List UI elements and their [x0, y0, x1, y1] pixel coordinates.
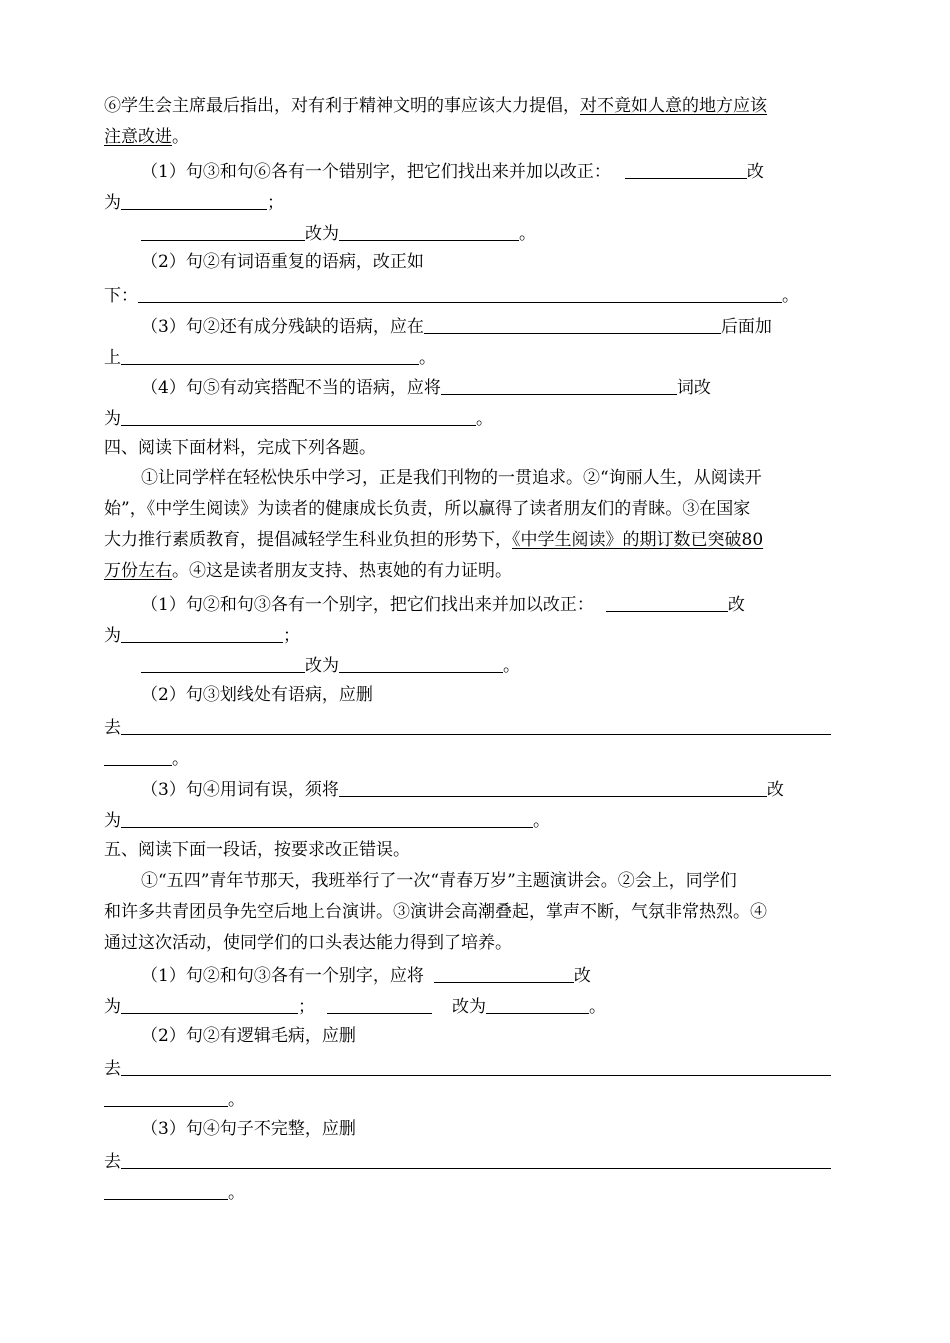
- s5-passage-line-3: 通过这次活动，使同学们的口头表达能力得到了培养。: [104, 933, 512, 953]
- s5-q3-line-3: 。: [104, 1179, 245, 1203]
- s5-passage-line-1: ①“五四”青年节那天，我班举行了一次“青春万岁”主题演讲会。②会上，同学们: [141, 871, 737, 891]
- s4-q1-prompt: （1）句②和句③各有一个别字，把它们找出来并加以改正： 改: [141, 591, 745, 615]
- s3-q4-line-2: 为 。: [104, 405, 493, 429]
- s3-q1-blank-3[interactable]: [141, 220, 305, 241]
- s5-q1-prompt: （1）句②和句③各有一个别字，应将 改: [141, 962, 591, 986]
- s5-q1-line-2: 为 ； 改为 。: [104, 993, 606, 1017]
- s3-q2-line-2: 下： 。: [104, 282, 799, 306]
- s3-q3-line-2: 上 。: [104, 344, 436, 368]
- s5-heading: 五、阅读下面一段话，按要求改正错误。: [104, 840, 410, 860]
- s5-q1-blank-4[interactable]: [486, 993, 589, 1014]
- s3-q1-line-3: 改为 。: [141, 220, 536, 244]
- s3-sentence-6-underlined-cont: 注意改进: [104, 127, 172, 147]
- s3-q1-blank-4[interactable]: [339, 220, 519, 241]
- s5-q3-prompt: （3）句④句子不完整，应删: [141, 1119, 356, 1139]
- s4-q3-blank-2[interactable]: [121, 807, 533, 828]
- s4-q1-line-3: 改为 。: [141, 652, 520, 676]
- s4-q1-blank-2[interactable]: [121, 622, 283, 643]
- s4-q3-prompt: （3）句④用词有误，须将 改: [141, 776, 784, 800]
- s5-q2-line-3: 。: [104, 1086, 245, 1110]
- s3-q4-prompt: （4）句⑤有动宾搭配不当的语病，应将 词改: [141, 374, 711, 398]
- s4-q1-blank-1[interactable]: [606, 591, 728, 612]
- s4-q2-line-2: 去: [104, 714, 831, 738]
- s4-heading: 四、阅读下面材料，完成下列各题。: [104, 438, 376, 458]
- s4-passage-line-4: 万份左右。④这是读者朋友支持、热衷她的有力证明。: [104, 561, 512, 581]
- s5-q3-line-2: 去: [104, 1148, 831, 1172]
- s4-q2-line-3: 。: [104, 745, 189, 769]
- s4-passage-line-1: ①让同学样在轻松快乐中学习，正是我们刊物的一贯追求。②“询丽人生，从阅读开: [141, 468, 762, 488]
- s4-q2-blank-2[interactable]: [104, 745, 172, 766]
- s3-q2-prompt: （2）句②有词语重复的语病，改正如: [141, 252, 424, 272]
- s4-passage-underlined-cont: 万份左右: [104, 561, 172, 581]
- s3-q3-blank-2[interactable]: [121, 344, 419, 365]
- s5-q2-line-2: 去: [104, 1055, 831, 1079]
- s3-q1-blank-1[interactable]: [625, 158, 747, 179]
- s5-q2-prompt: （2）句②有逻辑毛病，应删: [141, 1026, 356, 1046]
- s4-q1-line-2: 为 ；: [104, 622, 300, 646]
- s5-passage-line-2: 和许多共青团员争先空后地上台演讲。③演讲会高潮叠起，掌声不断，气氛非常热烈。④: [104, 902, 767, 922]
- s3-sentence-6: ⑥学生会主席最后指出，对有利于精神文明的事应该大力提倡，对不竟如人意的地方应该: [104, 96, 767, 116]
- s4-passage-line-2: 始”，《中学生阅读》为读者的健康成长负责，所以赢得了读者朋友们的青睐。③在国家: [104, 499, 751, 519]
- s5-q1-blank-1[interactable]: [434, 962, 574, 983]
- s5-q3-blank-1[interactable]: [121, 1148, 831, 1169]
- s3-sentence-6-cont: 注意改进。: [104, 127, 189, 147]
- s5-q3-blank-2[interactable]: [104, 1179, 228, 1200]
- s4-q2-blank-1[interactable]: [121, 714, 831, 735]
- s3-q2-blank[interactable]: [138, 282, 782, 303]
- s4-q3-blank-1[interactable]: [339, 776, 767, 797]
- s4-q1-blank-3[interactable]: [141, 652, 305, 673]
- s5-q1-blank-2[interactable]: [121, 993, 298, 1014]
- s3-q4-blank-1[interactable]: [441, 374, 677, 395]
- s3-q4-blank-2[interactable]: [121, 405, 476, 426]
- s3-q1-blank-2[interactable]: [121, 189, 267, 210]
- s5-q2-blank-2[interactable]: [104, 1086, 228, 1107]
- s3-q1-prompt: （1）句③和句⑥各有一个错别字，把它们找出来并加以改正： 改: [141, 158, 764, 182]
- s3-q3-blank-1[interactable]: [424, 313, 721, 334]
- s3-q3-prompt: （3）句②还有成分残缺的语病，应在 后面加: [141, 313, 772, 337]
- s5-q2-blank-1[interactable]: [121, 1055, 831, 1076]
- s4-q1-blank-4[interactable]: [339, 652, 503, 673]
- s4-q2-prompt: （2）句③划线处有语病，应删: [141, 685, 373, 705]
- s3-sentence-6-underlined: 对不竟如人意的地方应该: [580, 96, 767, 116]
- s3-q1-line-2: 为 ；: [104, 189, 284, 213]
- s5-q1-blank-3[interactable]: [327, 993, 432, 1014]
- s4-passage-line-3: 大力推行素质教育，提倡减轻学生科业负担的形势下，《中学生阅读》的期订数已突破80: [104, 530, 764, 550]
- s4-q3-line-2: 为 。: [104, 807, 550, 831]
- s4-passage-underlined: 《中学生阅读》的期订数已突破80: [512, 530, 764, 550]
